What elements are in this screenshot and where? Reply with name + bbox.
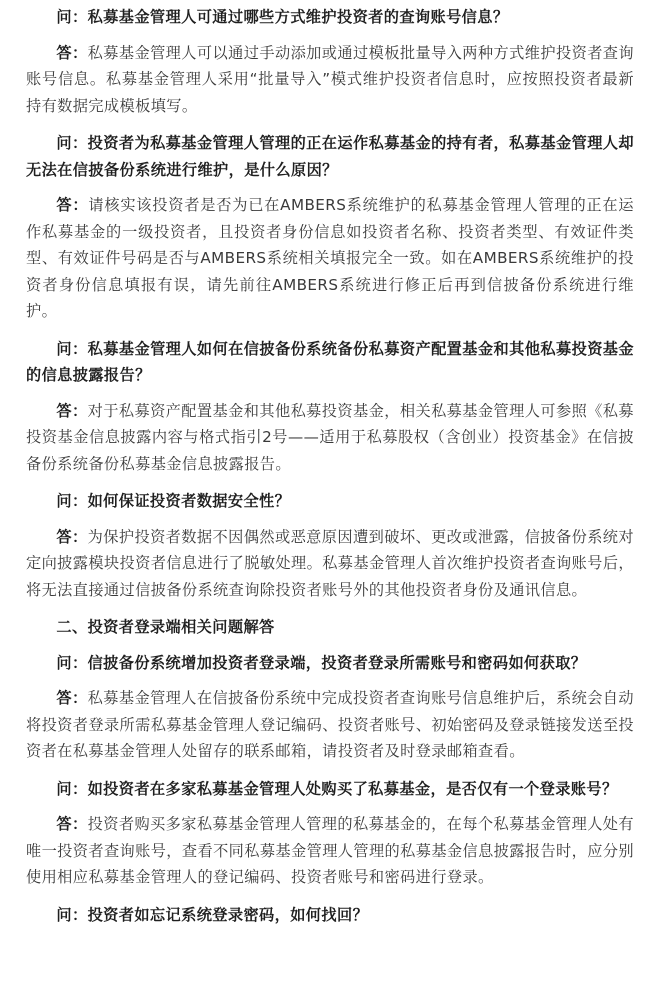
answer-paragraph: [26, 811, 634, 891]
answer-lead: 答：: [56, 43, 88, 62]
section-heading-text: 二、投资者登录端相关问题解答: [56, 618, 275, 636]
question-lead: 问：: [56, 492, 88, 510]
answer-text: 私募基金管理人在信披备份系统中完成投资者查询账号信息维护后，系统会自动将投资者登录所需私募基金管理人登记编码、投资者账号、初始密码及登录链接发送至投资者在私募基金管理人处留存的联系邮箱，请投资者及时登录邮箱查看。: [26, 689, 634, 760]
question-paragraph: [26, 4, 634, 31]
answer-lead: 答：: [56, 527, 88, 546]
answer-paragraph: [26, 524, 634, 604]
question-text: 如何保证投资者数据安全性？: [87, 492, 291, 510]
answer-text: 请核实该投资者是否为已在AMBERS系统维护的私募基金管理人管理的正在运作私募基金的一级投资者，且投资者身份信息如投资者名称、投资者类型、有效证件类型、有效证件号码是否与AMBERS系统相关填报完全一致。如在AMBERS系统维护的投资者身份信息填报有误，请先前往AMBERS系统进行修正后再到信披备份系统进行维护。: [26, 196, 634, 320]
question-paragraph: [26, 776, 634, 803]
answer-lead: 答：: [56, 401, 88, 420]
answer-paragraph: [26, 685, 634, 765]
question-paragraph: [26, 650, 634, 677]
question-lead: 问：: [56, 905, 88, 924]
answer-paragraph: [26, 398, 634, 478]
question-paragraph: [26, 488, 634, 515]
question-lead: 问：: [56, 134, 88, 152]
question-text: 信披备份系统增加投资者登录端，投资者登录所需账号和密码如何获取？: [87, 653, 587, 672]
question-text: 投资者如忘记系统登录密码，如何找回？: [87, 905, 369, 924]
answer-text: 对于私募资产配置基金和其他私募投资基金，相关私募基金管理人可参照《私募投资基金信息披露内容与格式指引2号——适用于私募股权（含创业）投资基金》在信披备份系统备份私募基金信息披露报告。: [26, 401, 634, 473]
section-heading: [26, 614, 634, 641]
question-paragraph: [26, 130, 634, 183]
answer-text: 私募基金管理人可以通过手动添加或通过模板批量导入两种方式维护投资者查询账号信息。私募基金管理人采用“批量导入”模式维护投资者信息时，应按照投资者最新持有数据完成模板填写。: [26, 43, 634, 115]
answer-paragraph: [26, 40, 634, 120]
answer-lead: 答：: [56, 815, 88, 833]
question-lead: 问：: [56, 339, 88, 358]
question-text: 如投资者在多家私募基金管理人处购买了私募基金，是否仅有一个登录账号？: [87, 779, 618, 798]
question-text: 投资者为私募基金管理人管理的正在运作私募基金的持有者，私募基金管理人却无法在信披备份系统进行维护，是什么原因？: [26, 134, 634, 179]
question-lead: 问：: [56, 779, 88, 798]
question-lead: 问：: [56, 653, 88, 672]
question-lead: 问：: [56, 8, 88, 26]
answer-text: 投资者购买多家私募基金管理人管理的私募基金的，在每个私募基金管理人处有唯一投资者查询账号，查看不同私募基金管理人管理的私募基金信息披露报告时，应分别使用相应私募基金管理人的登记编码、投资者账号和密码进行登录。: [26, 815, 634, 886]
answer-text: 为保护投资者数据不因偶然或恶意原因遭到破坏、更改或泄露，信披备份系统对定向披露模块投资者信息进行了脱敏处理。私募基金管理人首次维护投资者查询账号后，将无法直接通过信披备份系统查询除投资者账号外的其他投资者身份及通讯信息。: [26, 527, 634, 599]
answer-lead: 答：: [56, 689, 88, 707]
answer-paragraph: [26, 192, 634, 325]
answer-lead: 答：: [56, 196, 89, 214]
question-text: 私募基金管理人可通过哪些方式维护投资者的查询账号信息？: [87, 8, 509, 26]
question-paragraph: [26, 336, 634, 389]
question-paragraph: [26, 902, 634, 929]
question-text: 私募基金管理人如何在信披备份系统备份私募资产配置基金和其他私募投资基金的信息披露报告？: [26, 339, 634, 384]
